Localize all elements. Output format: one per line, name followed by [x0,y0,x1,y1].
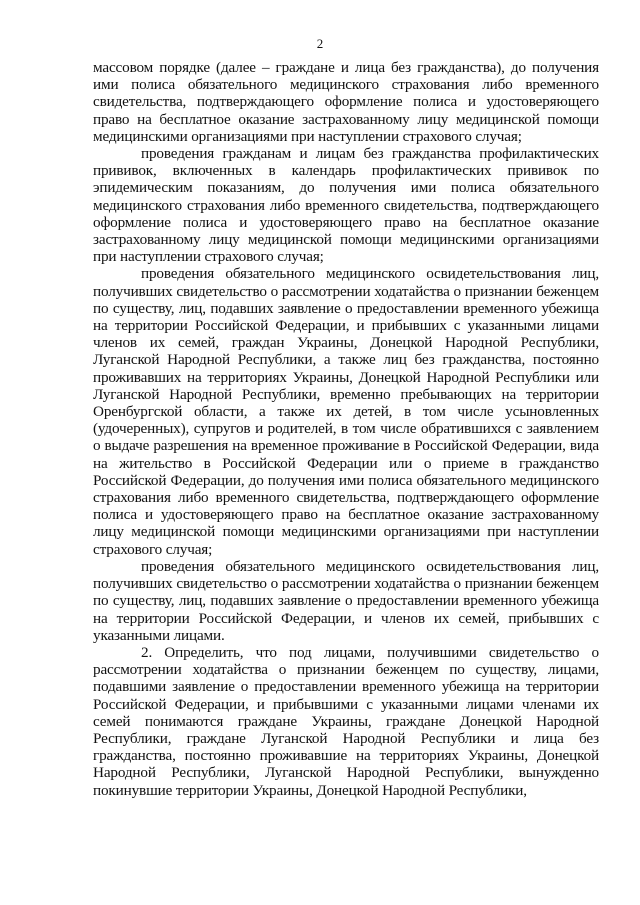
page-number: 2 [316,36,324,51]
paragraph-definition-clause-2: 2. Определить, что под лицами, получившими свидетельство о рассмотрении ходатайства о признании беженцем по существу, лицами, подавшими заявление о предоставлении временного убежища на территории Российской Федерации, и прибывшими с указанными лицами членами их семей понимаются граждане Украины, граждане Донецкой Народной Республики, граждане Луганской Народной Республики и лица без гражданства, постоянно проживавшие на территориях Украины, Донецкой Народной Республики, Луганской Народной Республики, вынужденно покинувшие территории Украины, Донецкой Народной Республики, [93,643,599,799]
paragraph-medical-examination-broad: проведения обязательного медицинского освидетельствования лиц, получивших свидетельство о рассмотрении ходатайства о признании беженцем по существу, лиц, подавших заявление о предоставлении временного убежища на территории Российской Федерации, и прибывших с указанными лицами членов их семей, граждан Украины, Донецкой Народной Республики, Луганской Народной Республики, а также лиц без гражданства, постоянно проживавших на территориях Украины, Донецкой Народной Республики или Луганской Народной Республики, временно пребывающих на территории Оренбургской области, а также их детей, в том числе усыновленных (удочеренных), супругов и родителей, в том числе обратившихся с заявлением о выдаче разрешения на временное проживание в Российской Федерации, вида на жительство в Российской Федерации или о приеме в гражданство Российской Федерации, до получения ими полиса обязательного медицинского страхования либо временного свидетельства, подтверждающего оформление полиса и удостоверяющего право на бесплатное оказание застрахованному лицу медицинской помощи медицинскими организациями при наступлении страхового случая; [93,265,599,558]
paragraph-continuation: массовом порядке (далее – граждане и лица без гражданства), до получения ими полиса обязательного медицинского страхования либо временного свидетельства, подтверждающего оформление полиса и удостоверяющего право на бесплатное оказание застрахованному лицу медицинской помощи медицинскими организациями при наступлении страхового случая; [93,59,599,145]
paragraph-medical-examination-refugees: проведения обязательного медицинского освидетельствования лиц, получивших свидетельство о рассмотрении ходатайства о признании беженцем по существу, лиц, подавших заявление о предоставлении временного убежища на территории Российской Федерации, и членов их семей, прибывших с указанными лицами. [93,557,599,644]
document-body [93,59,599,799]
paragraph-vaccinations: проведения гражданам и лицам без гражданства профилактических прививок, включенных в календарь профилактических прививок по эпидемическим показаниям, до получения ими полиса обязательного медицинского страхования либо временного свидетельства, подтверждающего оформление полиса и удостоверяющего право на бесплатное оказание застрахованному лицу медицинской помощи медицинскими организациями при наступлении страхового случая; [93,145,599,266]
